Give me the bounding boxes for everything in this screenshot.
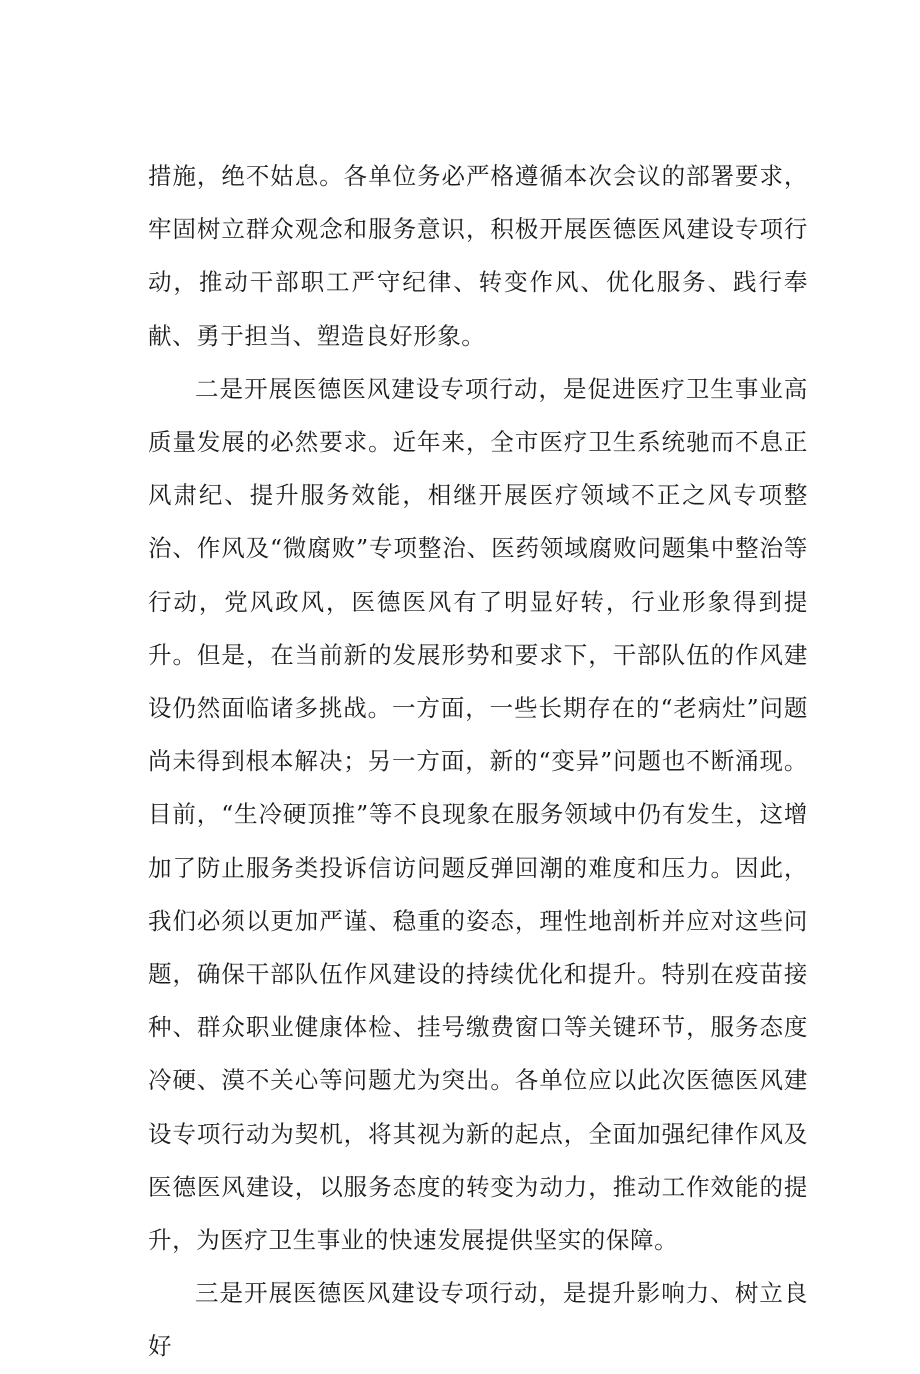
- paragraph-point-two: 二是开展医德医风建设专项行动，是促进医疗卫生事业高质量发展的必然要求。近年来，全市医疗卫生系统驰而不息正风肃纪、提升服务效能，相继开展医疗领域不正之风专项整治、作风及“微腐败”专项整治、医药领域腐败问题集中整治等行动，党风政风，医德医风有了明显好转，行业形象得到提升。但是，在当前新的发展形势和要求下，干部队伍的作风建设仍然面临诸多挑战。一方面，一些长期存在的“老病灶”问题尚未得到根本解决；另一方面，新的“变异”问题也不断涌现。目前，“生冷硬顶推”等不良现象在服务领域中仍有发生，这增加了防止服务类投诉信访问题反弹回潮的难度和压力。因此，我们必须以更加严谨、稳重的姿态，理性地剖析并应对这些问题，确保干部队伍作风建设的持续优化和提升。特别在疫苗接种、群众职业健康体检、挂号缴费窗口等关键环节，服务态度冷硬、漠不关心等问题尤为突出。各单位应以此次医德医风建设专项行动为契机，将其视为新的起点，全面加强纪律作风及医德医风建设，以服务态度的转变为动力，推动工作效能的提升，为医疗卫生事业的快速发展提供坚实的保障。: [148, 374, 808, 1255]
- document-body: [148, 150, 808, 1374]
- paragraph-point-three: 三是开展医德医风建设专项行动，是提升影响力、树立良好: [148, 1279, 808, 1361]
- paragraph-continuation: 措施，绝不姑息。各单位务必严格遵循本次会议的部署要求，牢固树立群众观念和服务意识，积极开展医德医风建设专项行动，推动干部职工严守纪律、转变作风、优化服务、践行奉献、勇于担当、塑造良好形象。: [148, 162, 808, 350]
